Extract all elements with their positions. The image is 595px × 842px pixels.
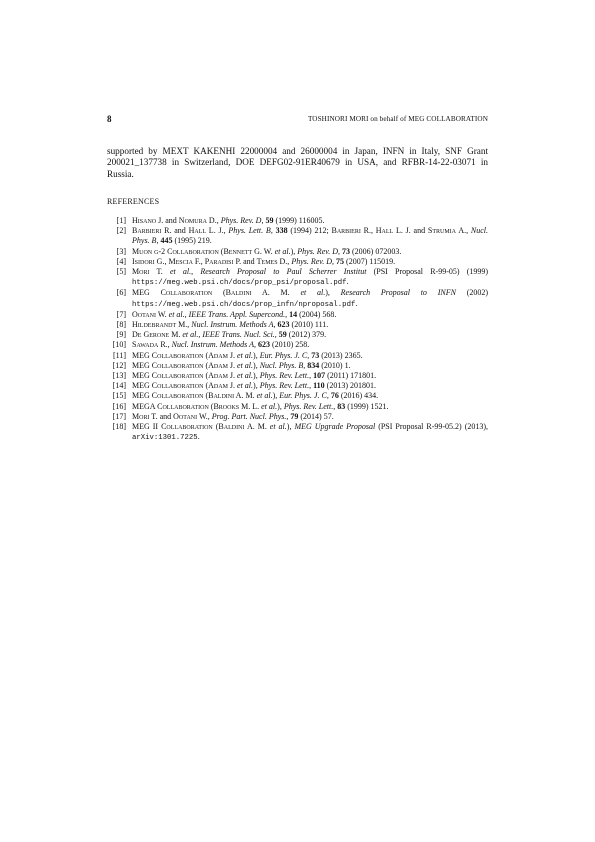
reference-author: Nomura [178, 216, 207, 225]
reference-title: et al. [237, 371, 254, 381]
reference-number: [5] [116, 267, 126, 277]
reference-text: (2011) 171801. [325, 371, 377, 381]
reference-text: ), [253, 371, 260, 381]
reference-title: Prog. Part. Nucl. Phys. [211, 411, 287, 421]
reference-number: [18] [112, 422, 126, 432]
reference-text: D., [206, 216, 221, 225]
reference-author: Collaboration [151, 371, 204, 381]
reference-text: (2016) 434. [338, 391, 379, 401]
reference-number: [6] [116, 288, 126, 298]
reference-author: Mori [132, 267, 150, 277]
reference-text: A. M. [251, 288, 301, 298]
reference-author: Collaboration [151, 391, 204, 401]
reference-author: Bennett [223, 246, 253, 256]
reference-volume: 107 [313, 371, 326, 381]
reference-title: et al. [274, 246, 291, 256]
reference-text: ( [203, 381, 209, 391]
reference-title: Research Proposal to Paul Scherrer Institut [200, 267, 367, 277]
reference-volume: 623 [257, 340, 270, 350]
reference-item [107, 361, 488, 371]
reference-text: ( [212, 288, 226, 298]
reference-author: Sawada [132, 340, 159, 350]
reference-text: L. J. and [393, 226, 428, 236]
reference-text: , [333, 401, 338, 411]
reference-number: [13] [112, 371, 126, 381]
reference-text: G. W. [252, 246, 275, 256]
reference-title: Nucl. Instrum. Methods A [171, 340, 254, 350]
reference-text: (2002) [455, 288, 489, 298]
reference-author: Adam [208, 371, 228, 381]
reference-item [107, 257, 488, 267]
reference-item [107, 412, 488, 422]
reference-text: A. M. [244, 422, 270, 432]
reference-text: ( [203, 350, 209, 360]
reference-author: Collaboration [151, 360, 204, 370]
reference-text: T. and [149, 411, 174, 421]
reference-text: , [286, 411, 291, 421]
reference-volume: 445 [160, 236, 173, 246]
reference-text: (2012) 379. [286, 330, 327, 340]
reference-text: ), [272, 391, 280, 401]
reference-title: et al. [169, 267, 192, 277]
reference-volume: 73 [341, 246, 350, 256]
reference-volume: 79 [290, 411, 299, 421]
reference-item [107, 381, 488, 391]
reference-author: Baldini [218, 422, 245, 432]
reference-text: ( [212, 422, 219, 432]
reference-title: Phys. Rev. Lett. [259, 381, 310, 391]
reference-text: , [303, 360, 308, 370]
reference-title: Phys. Lett. B [228, 226, 271, 236]
reference-title: Nucl. Phys. B [132, 226, 489, 246]
reference-text: , [337, 246, 342, 256]
running-head: TOSHINORI MORI on behalf of MEG COLLABORATION [307, 115, 488, 123]
reference-title: et al. [237, 360, 254, 370]
reference-text: R., [158, 340, 172, 350]
reference-item [107, 371, 488, 381]
reference-text: P. and [233, 256, 257, 266]
reference-text: , [274, 330, 279, 340]
reference-number: [11] [112, 350, 126, 360]
reference-text: , [270, 226, 276, 236]
reference-text: (1994) 212; [287, 226, 332, 236]
reference-author: Temes [256, 256, 278, 266]
reference-text: (1995) 219. [172, 236, 212, 246]
reference-text: MEG [132, 288, 161, 298]
reference-number: [16] [112, 401, 126, 411]
reference-volume: 14 [289, 309, 298, 319]
reference-volume: 623 [277, 320, 290, 330]
reference-text: W., [197, 411, 212, 421]
reference-text: , [198, 330, 203, 340]
reference-author: Strumia [427, 226, 456, 236]
reference-number: [17] [112, 411, 126, 421]
reference-title: IEEE Trans. Nucl. Sci. [202, 330, 275, 340]
reference-url[interactable]: https://meg.web.psi.ch/docs/prop_psi/proposal.pdf [132, 279, 347, 288]
reference-author: Hildebrandt [132, 320, 177, 330]
reference-item [107, 310, 488, 320]
reference-text: ), [253, 350, 260, 360]
reference-author: Collaboration [160, 288, 213, 298]
reference-author: Hall [188, 226, 207, 236]
reference-text: ), [277, 401, 284, 411]
reference-text: MEG [132, 350, 152, 360]
reference-item [107, 247, 488, 257]
reference-text: M. L. [239, 401, 262, 411]
reference-text: (PSI Proposal R-99-05) (1999) [366, 267, 489, 277]
reference-title: MEG Upgrade Proposal [294, 422, 376, 432]
reference-volume: 110 [313, 381, 325, 391]
reference-list [107, 216, 488, 443]
reference-text: J. [227, 371, 238, 381]
reference-number: [8] [116, 320, 126, 330]
reference-number: [3] [116, 246, 126, 256]
reference-text: ), [253, 381, 260, 391]
reference-text: A., [456, 226, 471, 236]
reference-text: M., [176, 320, 192, 330]
reference-text: (2010) 111. [289, 320, 329, 330]
reference-author: Hall [375, 226, 394, 236]
reference-text: R. and [161, 226, 189, 236]
reference-url[interactable]: https://meg.web.psi.ch/docs/prop_infn/nproposal.pdf [132, 300, 356, 309]
reference-text: , [253, 340, 258, 350]
reference-title: Phys. Rev. D [291, 256, 333, 266]
reference-text: , [326, 391, 331, 401]
reference-title: et al. [182, 330, 199, 340]
reference-text: ), [253, 360, 260, 370]
reference-text: A. M. [234, 391, 257, 401]
reference-item [107, 226, 488, 246]
reference-title: Phys. Rev. D [220, 216, 262, 225]
reference-text: , [191, 267, 201, 277]
references-heading: REFERENCES [107, 197, 160, 206]
reference-title: Eur. Phys. J. C [279, 391, 327, 401]
reference-item [107, 288, 488, 309]
reference-text: ), [325, 288, 341, 298]
reference-text: (2007) 115019. [344, 256, 396, 266]
reference-text: . [346, 277, 349, 287]
reference-author: Isidori [132, 256, 155, 266]
reference-text: MEG II [132, 422, 162, 432]
reference-text: ( [203, 391, 209, 401]
reference-text: ), [290, 246, 298, 256]
reference-author: Paradisi [204, 256, 234, 266]
reference-number: [10] [112, 340, 126, 350]
reference-text: , [273, 320, 278, 330]
reference-number: [9] [116, 330, 126, 340]
reference-number: [14] [112, 381, 126, 391]
reference-item [107, 351, 488, 361]
reference-text: , [156, 236, 161, 246]
reference-number: [15] [112, 391, 126, 401]
reference-text: , [285, 309, 290, 319]
reference-author: Brooks [213, 401, 240, 411]
reference-author: Ootani [173, 411, 198, 421]
reference-text: MEG [132, 360, 152, 370]
reference-number: [2] [116, 226, 126, 236]
reference-author: Adam [208, 360, 228, 370]
reference-author: Mori [132, 411, 150, 421]
reference-text: (2010) 258. [269, 340, 310, 350]
reference-item [107, 340, 488, 350]
reference-text: ( [208, 401, 214, 411]
reference-number: [7] [116, 309, 126, 319]
reference-text: , [309, 371, 314, 381]
reference-author: Ootani [132, 309, 156, 319]
acknowledgment-paragraph: supported by MEXT KAKENHI 22000004 and 26000004 in Japan, INFN in Italy, SNF Grant 200021_137738 in Switzerland, DOE DEFG02-91ER40679 in USA, and RFBR-14-22-03071 in Russia. [107, 146, 488, 179]
reference-text: MEG [132, 381, 152, 391]
reference-author: Hisano [132, 216, 157, 225]
reference-item [107, 216, 488, 226]
reference-text: L. J., [206, 226, 229, 236]
reference-author: Adam [208, 381, 228, 391]
reference-text: ( [203, 371, 209, 381]
reference-title: Phys. Rev. D [297, 246, 338, 256]
reference-item [107, 330, 488, 340]
reference-volume: 59 [278, 330, 287, 340]
reference-title: Research Proposal to INFN [340, 288, 456, 298]
reference-title: IEEE Trans. Appl. Supercond. [188, 309, 286, 319]
reference-number: [1] [116, 216, 126, 225]
reference-text: F., [192, 256, 205, 266]
reference-title: et al. [168, 309, 185, 319]
reference-volume: 75 [336, 256, 345, 266]
reference-text: J. [227, 381, 238, 391]
page-header [107, 114, 488, 128]
reference-author: Baldini [225, 288, 252, 298]
reference-text: G., [154, 256, 169, 266]
reference-title: et al. [269, 422, 287, 432]
reference-title: Phys. Rev. Lett. [283, 401, 334, 411]
reference-text: M. [169, 330, 183, 340]
reference-url[interactable]: arXiv:1301.7225 [132, 434, 198, 443]
reference-text: (2006) 072003. [349, 246, 402, 256]
reference-author: Mescia [168, 256, 193, 266]
reference-text: , [184, 309, 189, 319]
reference-text: , [261, 216, 266, 225]
reference-text: ), [286, 422, 295, 432]
reference-text: (2014) 57. [298, 411, 334, 421]
reference-author: Collaboration [151, 381, 204, 391]
reference-text: (2013) 2365. [319, 350, 363, 360]
reference-item [107, 320, 488, 330]
reference-text: J. and [156, 216, 179, 225]
reference-title: et al. [300, 288, 326, 298]
reference-author: Barbieri [132, 226, 162, 236]
reference-volume: 834 [307, 360, 320, 370]
reference-volume: 73 [311, 350, 320, 360]
reference-title: Phys. Rev. Lett. [259, 371, 310, 381]
reference-title: et al. [237, 381, 254, 391]
reference-text: J. [227, 360, 238, 370]
reference-number: [12] [112, 360, 126, 370]
reference-text: . [355, 298, 358, 308]
reference-title: et al. [261, 401, 278, 411]
reference-text: T. [149, 267, 170, 277]
reference-author: De Gerone [132, 330, 170, 340]
reference-volume: 76 [330, 391, 339, 401]
reference-author: Baldini [208, 391, 235, 401]
reference-author: Muon g-2 Collaboration [132, 246, 219, 256]
reference-title: et al. [237, 350, 254, 360]
reference-number: [4] [116, 256, 126, 266]
reference-text: D., [277, 256, 292, 266]
reference-text: W. [155, 309, 169, 319]
reference-text: (2013) 201801. [324, 381, 376, 391]
reference-item [107, 422, 488, 443]
reference-volume: 59 [265, 216, 274, 225]
reference-text: (PSI Proposal R-99-05.2) (2013), [375, 422, 489, 432]
reference-item [107, 391, 488, 401]
reference-author: Collaboration [151, 350, 204, 360]
reference-text: (1999) 1521. [345, 401, 389, 411]
reference-author: Collaboration [157, 401, 209, 411]
reference-text: (2004) 568. [297, 309, 337, 319]
reference-author: Barbieri [331, 226, 361, 236]
reference-author: Adam [208, 350, 228, 360]
reference-title: Nucl. Phys. B [259, 360, 304, 370]
reference-volume: 83 [337, 401, 346, 411]
reference-text: . [197, 432, 200, 442]
reference-volume: 338 [275, 226, 288, 236]
reference-text: , [332, 256, 337, 266]
reference-text: ( [203, 360, 209, 370]
reference-item [107, 402, 488, 412]
reference-text: , [307, 350, 312, 360]
reference-text: MEG [132, 391, 152, 401]
reference-text: MEG [132, 371, 152, 381]
reference-item [107, 267, 488, 288]
reference-title: et al. [256, 391, 273, 401]
reference-text: J. [227, 350, 238, 360]
reference-text: MEGA [132, 401, 158, 411]
page-number: 8 [107, 114, 112, 124]
reference-text: ( [218, 246, 224, 256]
reference-text: (2010) 1. [319, 360, 351, 370]
reference-text: R., [360, 226, 376, 236]
reference-title: Eur. Phys. J. C [259, 350, 308, 360]
reference-text: (1999) 116005. [273, 216, 325, 225]
reference-author: Collaboration [161, 422, 213, 432]
reference-title: Nucl. Instrum. Methods A [191, 320, 274, 330]
reference-text: , [309, 381, 314, 391]
